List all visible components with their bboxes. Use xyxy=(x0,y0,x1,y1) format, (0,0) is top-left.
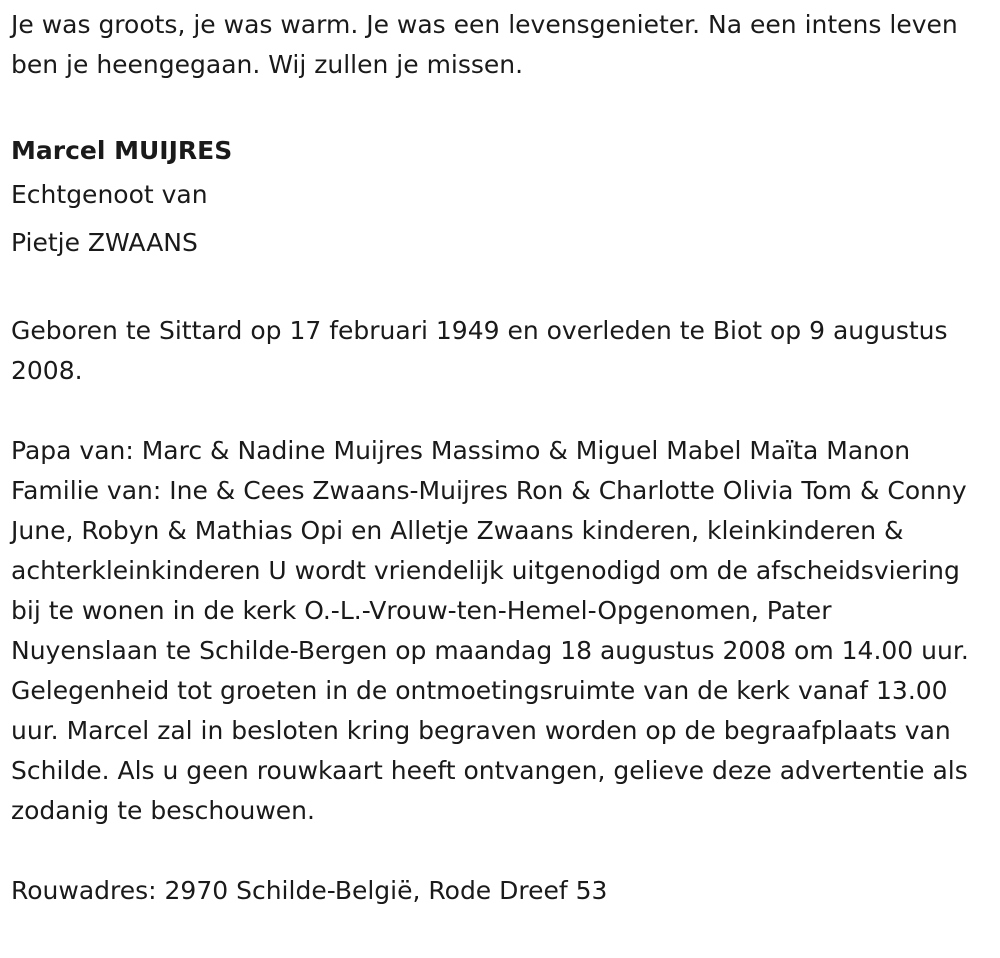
spouse-name: Pietje ZWAANS xyxy=(11,228,198,257)
family-and-service-text: Papa van: Marc & Nadine Muijres Massimo & Miguel Mabel Maïta Manon Familie van: Ine & Cees Zwaans-Muijres Ron & Charlotte Olivia Tom & Conny June, Robyn & Mathias Opi en Alletje Zwaans kinderen, kleinkinderen & achterkleinkinderen U wordt vriendelijk uitgenodigd om de afscheidsviering bij te wonen in de kerk O.-L.-Vrouw-ten-Hemel-Opgenomen, Pater Nuyenslaan te Schilde-Bergen op maandag 18 augustus 2008 om 14.00 uur. Gelegenheid tot groeten in de ontmoetingsruimte van de kerk vanaf 13.00 uur. Marcel zal in besloten kring begraven worden op de begraafplaats van Schilde. Als u geen rouwkaart heeft ontvangen, gelieve deze advertentie als zodanig te beschouwen. xyxy=(11,436,969,825)
deceased-name: Marcel MUIJRES xyxy=(11,136,233,165)
obituary-document xyxy=(11,5,986,911)
mourning-address: Rouwadres: 2970 Schilde-België, Rode Dreef 53 xyxy=(11,876,608,905)
birth-death-text: Geboren te Sittard op 17 februari 1949 en overleden te Biot op 9 augustus 2008. xyxy=(11,316,948,385)
intro-text: Je was groots, je was warm. Je was een levensgenieter. Na een intens leven ben je heengegaan. Wij zullen je missen. xyxy=(11,10,958,79)
spouse-label: Echtgenoot van xyxy=(11,180,208,209)
